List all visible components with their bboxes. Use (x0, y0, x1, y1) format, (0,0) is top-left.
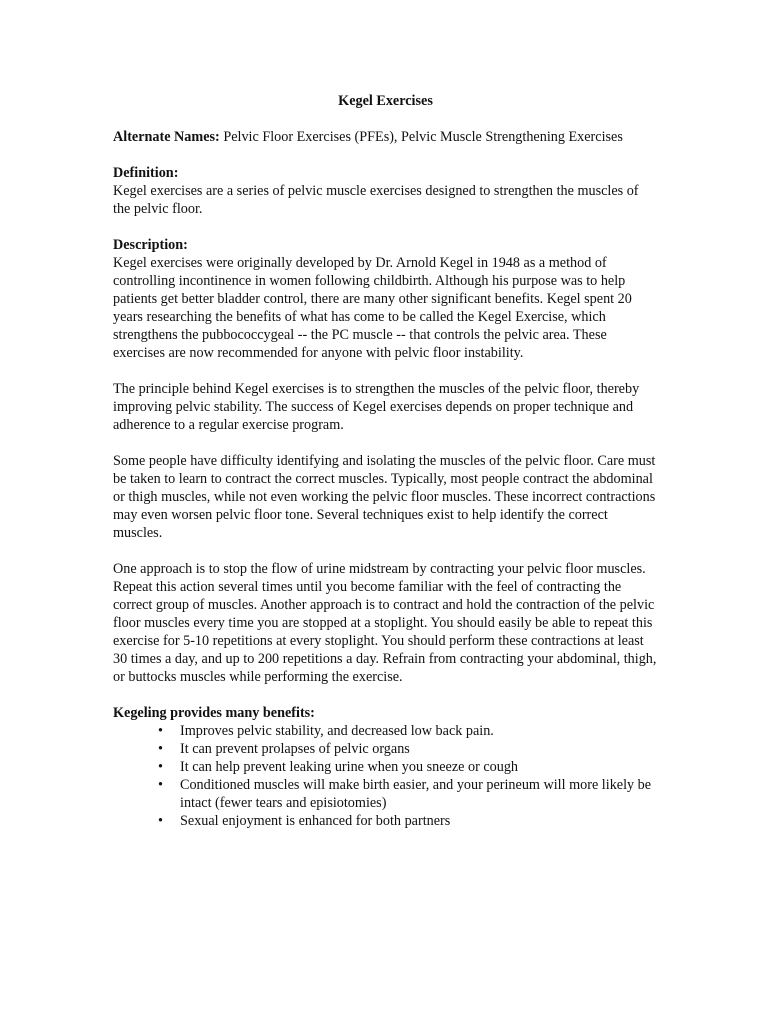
bullet-icon: • (158, 777, 163, 793)
list-item (113, 812, 658, 830)
list-item-text: Sexual enjoyment is enhanced for both partners (180, 813, 451, 829)
alternate-names (113, 128, 658, 146)
description-paragraph-3: Some people have difficulty identifying and isolating the muscles of the pelvic floor. Care must be taken to learn to contract the correct muscles. Typically, most people contract the abdominal or thigh muscles, while not even working the pelvic floor muscles. These incorrect contractions may even worsen pelvic floor tone. Several techniques exist to help identify the correct muscles. (113, 453, 656, 541)
alternate-names-label: Alternate Names: (113, 129, 220, 145)
definition-section (113, 164, 658, 218)
document-page (113, 92, 658, 830)
description-paragraph-4: One approach is to stop the flow of urine midstream by contracting your pelvic floor muscles. Repeat this action several times until you become familiar with the feel of contracting the correct group of muscles. Another approach is to contract and hold the contraction of the pelvic floor muscles every time you are stopped at a stoplight. You should easily be able to repeat this exercise for 5-10 repetitions at every stoplight. You should perform these contractions at least 30 times a day, and up to 200 repetitions a day. Refrain from contracting your abdominal, thigh, or buttocks muscles while performing the exercise. (113, 561, 657, 685)
description-section (113, 236, 658, 686)
list-item (113, 758, 658, 776)
document-title: Kegel Exercises (338, 93, 433, 109)
definition-heading: Definition: (113, 165, 179, 181)
list-item-text: Conditioned muscles will make birth easier, and your perineum will more likely be intact (fewer tears and episiotomies) (180, 777, 652, 811)
list-item-text: It can prevent prolapses of pelvic organs (180, 741, 410, 757)
alternate-names-value: Pelvic Floor Exercises (PFEs), Pelvic Muscle Strengthening Exercises (219, 129, 623, 145)
benefits-heading: Kegeling provides many benefits: (113, 705, 315, 721)
list-item (113, 740, 658, 758)
description-paragraph-2: The principle behind Kegel exercises is to strengthen the muscles of the pelvic floor, thereby improving pelvic stability. The success of Kegel exercises depends on proper technique and adherence to a regular exercise program. (113, 381, 640, 433)
benefits-section (113, 704, 658, 830)
definition-text: Kegel exercises are a series of pelvic muscle exercises designed to strengthen the muscles of the pelvic floor. (113, 183, 639, 217)
benefits-list (113, 722, 658, 830)
list-item-text: It can help prevent leaking urine when you sneeze or cough (180, 759, 519, 775)
list-item-text: Improves pelvic stability, and decreased low back pain. (180, 723, 494, 739)
description-heading: Description: (113, 237, 188, 253)
list-item (113, 722, 658, 740)
description-paragraph-1: Kegel exercises were originally developed by Dr. Arnold Kegel in 1948 as a method of controlling incontinence in women following childbirth. Although his purpose was to help patients get better bladder control, there are many other significant benefits. Kegel spent 20 years researching the benefits of what has come to be called the Kegel Exercise, which strengthens the pubbococcygeal -- the PC muscle -- that controls the pelvic area. These exercises are now recommended for anyone with pelvic floor instability. (113, 255, 632, 361)
bullet-icon: • (158, 759, 163, 775)
list-item (113, 776, 658, 812)
bullet-icon: • (158, 813, 163, 829)
bullet-icon: • (158, 741, 163, 757)
bullet-icon: • (158, 723, 163, 739)
